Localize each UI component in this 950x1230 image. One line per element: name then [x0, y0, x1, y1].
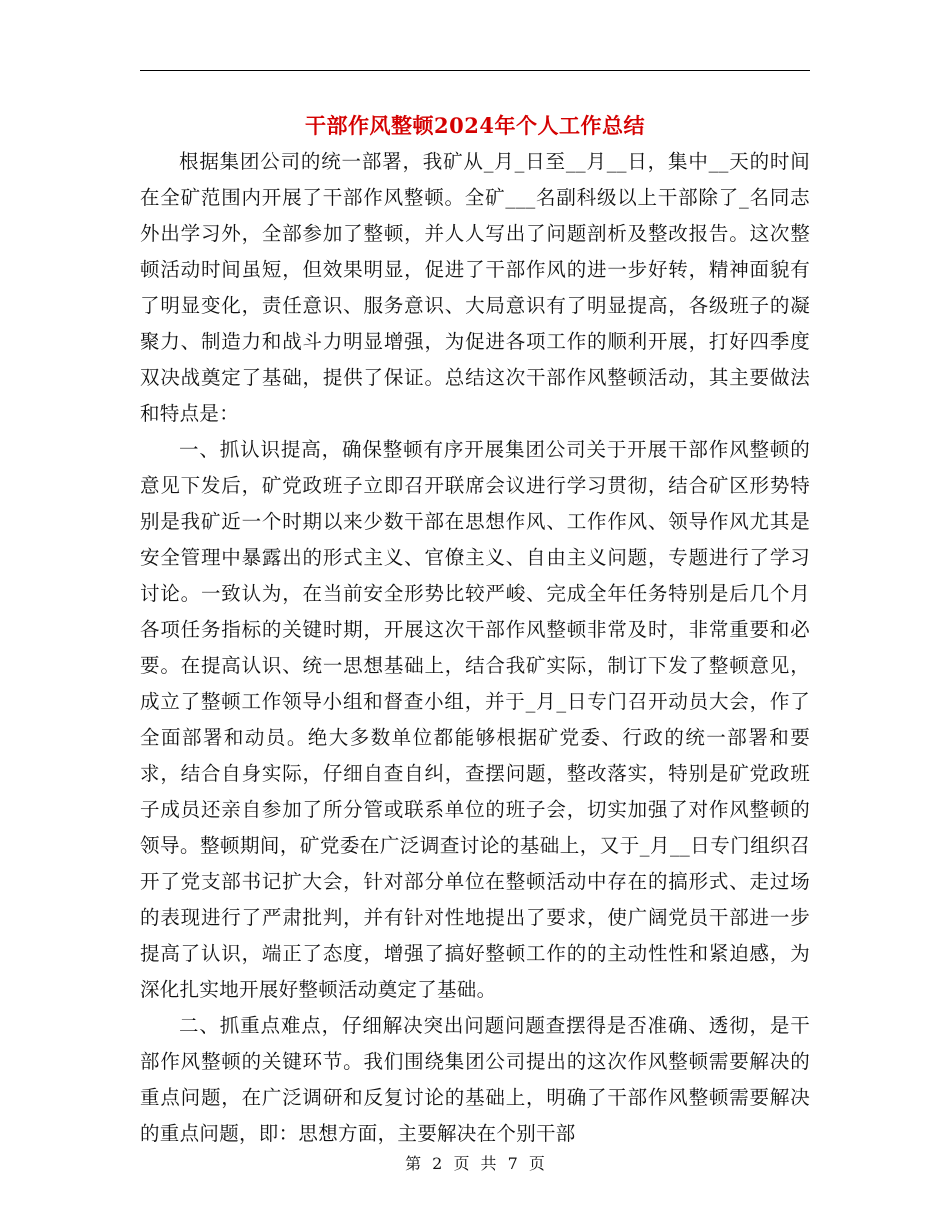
- paragraph-section-two: 二、抓重点难点，仔细解决突出问题问题查摆得是否准确、透彻，是干部作风整顿的关键环节。我们围绕集团公司提出的这次作风整顿需要解决的重点问题，在广泛调研和反复讨论的基础上，明确了干部作风整顿需要解决的重点问题，即：思想方面，主要解决在个别干部: [140, 1014, 810, 1145]
- paragraph-intro: 根据集团公司的统一部署，我矿从_月_日至__月__日，集中__天的时间在全矿范围内开展了干部作风整顿。全矿___名副科级以上干部除了_名同志外出学习外，全部参加了整顿，并人人写出了问题剖析及整改报告。这次整顿活动时间虽短，但效果明显，促进了干部作风的进一步好转，精神面貌有了明显变化，责任意识、服务意识、大局意识有了明显提高，各级班子的凝聚力、制造力和战斗力明显增强，为促进各项工作的顺利开展，打好四季度双决战奠定了基础，提供了保证。总结这次干部作风整顿活动，其主要做法和特点是：: [140, 150, 810, 425]
- document-body: [140, 144, 810, 1152]
- document-title: 干部作风整顿2024年个人工作总结: [305, 113, 645, 138]
- page-number-footer: 第 2 页 共 7 页: [405, 1154, 545, 1173]
- header-rule: [140, 70, 810, 71]
- paragraph-section-one: 一、抓认识提高，确保整顿有序开展集团公司关于开展干部作风整顿的意见下发后，矿党政班子立即召开联席会议进行学习贯彻，结合矿区形势特别是我矿近一个时期以来少数干部在思想作风、工作作风、领导作风尤其是安全管理中暴露出的形式主义、官僚主义、自由主义问题，专题进行了学习讨论。一致认为，在当前安全形势比较严峻、完成全年任务特别是后几个月各项任务指标的关键时期，开展这次干部作风整顿非常及时，非常重要和必要。在提高认识、统一思想基础上，结合我矿实际，制订下发了整顿意见，成立了整顿工作领导小组和督查小组，并于_月_日专门召开动员大会，作了全面部署和动员。绝大多数单位都能够根据矿党委、行政的统一部署和要求，结合自身实际，仔细自查自纠，查摆问题，整改落实，特别是矿党政班子成员还亲自参加了所分管或联系单位的班子会，切实加强了对作风整顿的领导。整顿期间，矿党委在广泛调查讨论的基础上，又于_月__日专门组织召开了党支部书记扩大会，针对部分单位在整顿活动中存在的搞形式、走过场的表现进行了严肃批判，并有针对性地提出了要求，使广阔党员干部进一步提高了认识，端正了态度，增强了搞好整顿工作的的主动性性和紧迫感，为深化扎实地开展好整顿活动奠定了基础。: [140, 438, 810, 1001]
